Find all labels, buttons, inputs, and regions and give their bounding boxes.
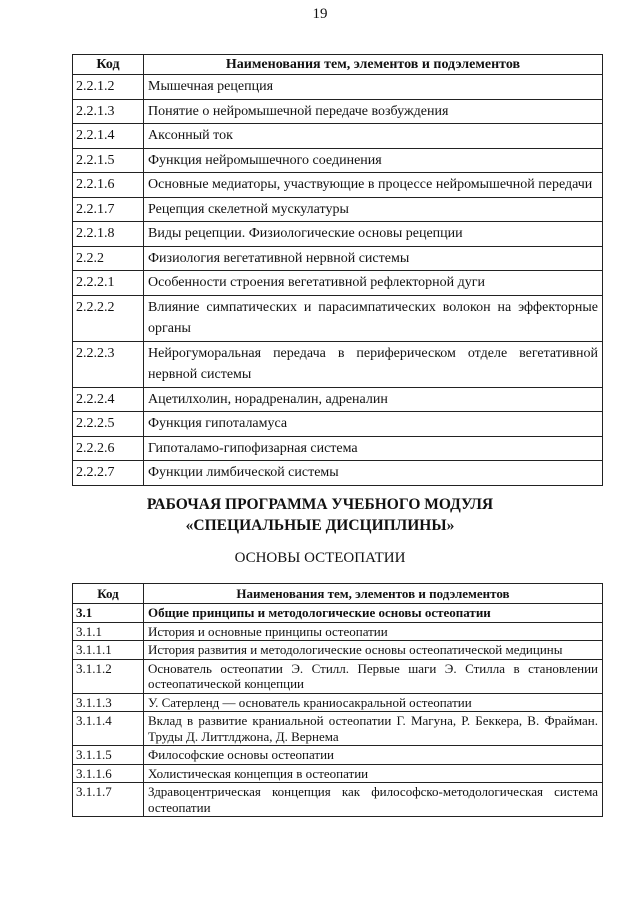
row-title: Вклад в развитие краниальной остеопатии Г. Магуна, Р. Беккера, В. Фрайман. Труды Д. Литтлджона, Д. Вернема	[144, 712, 603, 746]
section-subtitle: ОСНОВЫ ОСТЕОПАТИИ	[234, 550, 406, 566]
row-title: Аксонный ток	[144, 124, 603, 149]
column-header-name: Наименования тем, элементов и подэлементов	[144, 584, 603, 604]
row-code: 2.2.1.4	[73, 124, 144, 149]
row-title: Основные медиаторы, участвующие в процессе нейромышечной передачи	[144, 173, 603, 198]
row-title: Виды рецепции. Физиологические основы рецепции	[144, 222, 603, 247]
section-title-line-1: РАБОЧАЯ ПРОГРАММА УЧЕБНОГО МОДУЛЯ	[146, 496, 494, 513]
row-title: Влияние симпатических и парасимпатических волокон на эффекторные органы	[144, 295, 603, 341]
table-row	[73, 659, 603, 693]
row-code: 2.2.1.3	[73, 99, 144, 124]
row-code: 2.2.2	[73, 246, 144, 271]
row-title: У. Сатерленд — основатель краниосакральной остеопатии	[144, 693, 603, 712]
table-row	[73, 387, 603, 412]
table-row	[73, 461, 603, 486]
table-row	[73, 124, 603, 149]
row-title: Холистическая концепция в остеопатии	[144, 764, 603, 783]
row-code: 3.1.1.2	[73, 659, 144, 693]
row-code: 2.2.2.7	[73, 461, 144, 486]
table-row	[73, 246, 603, 271]
row-code: 3.1.1.5	[73, 746, 144, 765]
table-row	[73, 412, 603, 437]
row-code: 3.1.1	[73, 622, 144, 641]
row-code: 2.2.2.6	[73, 436, 144, 461]
row-title: Основатель остеопатии Э. Стилл. Первые шаги Э. Стилла в становлении остеопатической концепции	[144, 659, 603, 693]
table-row	[73, 75, 603, 100]
table-row	[73, 222, 603, 247]
row-title: Нейрогуморальная передача в периферическом отделе вегетативной нервной системы	[144, 341, 603, 387]
row-title: Гипоталамо-гипофизарная система	[144, 436, 603, 461]
table-row	[73, 783, 603, 817]
table-row	[73, 148, 603, 173]
column-header-code: Код	[73, 584, 144, 604]
row-title: Особенности строения вегетативной рефлекторной дуги	[144, 271, 603, 296]
row-title: Функция нейромышечного соединения	[144, 148, 603, 173]
row-code: 3.1.1.7	[73, 783, 144, 817]
table-row	[73, 764, 603, 783]
column-header-name: Наименования тем, элементов и подэлементов	[144, 55, 603, 75]
row-title: Понятие о нейромышечной передаче возбуждения	[144, 99, 603, 124]
table-row	[73, 271, 603, 296]
row-title: Физиология вегетативной нервной системы	[144, 246, 603, 271]
row-title: История развития и методологические основы остеопатической медицины	[144, 641, 603, 660]
table-header-row	[73, 55, 603, 75]
table-row	[73, 622, 603, 641]
table-row	[73, 604, 603, 623]
topics-table-1	[72, 54, 603, 486]
row-title: Мышечная рецепция	[144, 75, 603, 100]
row-code: 2.2.1.7	[73, 197, 144, 222]
row-code: 3.1.1.1	[73, 641, 144, 660]
row-code: 2.2.1.6	[73, 173, 144, 198]
table-row	[73, 746, 603, 765]
row-title: История и основные принципы остеопатии	[144, 622, 603, 641]
row-code: 2.2.2.1	[73, 271, 144, 296]
row-title: Функция гипоталамуса	[144, 412, 603, 437]
column-header-code: Код	[73, 55, 144, 75]
topics-table-2	[72, 583, 603, 817]
table-row	[73, 693, 603, 712]
row-code: 3.1.1.6	[73, 764, 144, 783]
row-title: Ацетилхолин, норадреналин, адреналин	[144, 387, 603, 412]
row-code: 3.1	[73, 604, 144, 623]
table-row	[73, 712, 603, 746]
table-row	[73, 436, 603, 461]
row-title: Рецепция скелетной мускулатуры	[144, 197, 603, 222]
row-code: 2.2.1.8	[73, 222, 144, 247]
table-row	[73, 173, 603, 198]
row-title: Здравоцентрическая концепция как философско-методологическая система остеопатии	[144, 783, 603, 817]
row-code: 2.2.2.2	[73, 295, 144, 341]
row-title: Философские основы остеопатии	[144, 746, 603, 765]
page-number: 19	[312, 6, 328, 22]
row-code: 2.2.2.3	[73, 341, 144, 387]
row-code: 2.2.2.4	[73, 387, 144, 412]
row-code: 2.2.2.5	[73, 412, 144, 437]
table-row	[73, 341, 603, 387]
row-title: Общие принципы и методологические основы остеопатии	[144, 604, 603, 623]
row-title: Функции лимбической системы	[144, 461, 603, 486]
table-row	[73, 197, 603, 222]
table-header-row	[73, 584, 603, 604]
row-code: 3.1.1.3	[73, 693, 144, 712]
table-row	[73, 99, 603, 124]
row-code: 2.2.1.5	[73, 148, 144, 173]
row-code: 2.2.1.2	[73, 75, 144, 100]
table-row	[73, 641, 603, 660]
section-title-line-2: «СПЕЦИАЛЬНЫЕ ДИСЦИПЛИНЫ»	[185, 517, 455, 534]
row-code: 3.1.1.4	[73, 712, 144, 746]
table-row	[73, 295, 603, 341]
